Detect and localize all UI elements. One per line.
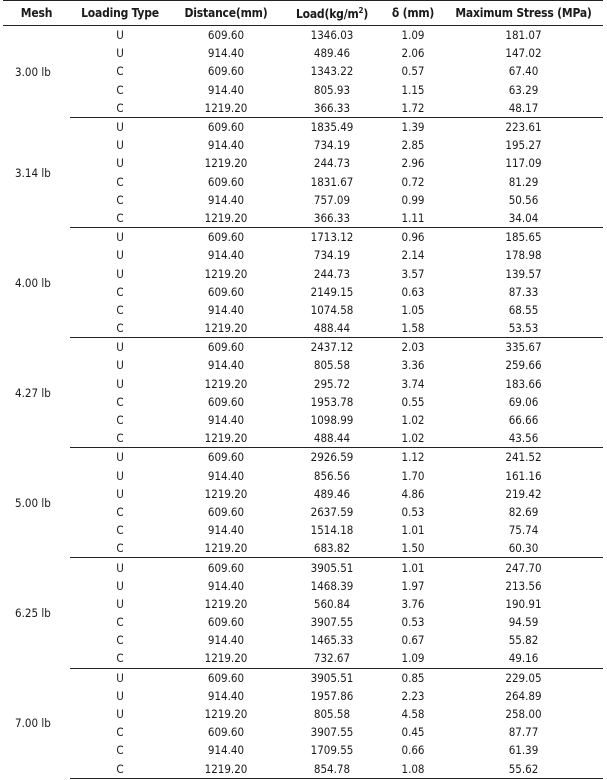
deflection-cell: 1.58 (382, 319, 444, 338)
table-row (3, 741, 603, 759)
max-stress-cell: 264.89 (505, 688, 542, 703)
distance-cell: 914.40 (207, 468, 245, 483)
mesh-cell: 4.27 lb (15, 385, 51, 400)
max-stress-cell: 66.66 (508, 413, 539, 428)
load-cell: 295.72 (313, 376, 351, 391)
max-stress-cell: 34.04 (444, 209, 603, 228)
loading-type-cell: C (116, 615, 124, 630)
load-cell: 1346.03 (310, 28, 354, 43)
loading-type-cell: U (116, 358, 124, 373)
max-stress-cell: 75.74 (508, 523, 539, 538)
max-stress-cell: 190.91 (505, 596, 542, 611)
table-row (3, 429, 603, 448)
distance-cell: 1219.20 (204, 486, 248, 501)
loading-type-cell: C (70, 209, 170, 228)
table-row (3, 705, 603, 723)
table-row (3, 338, 603, 357)
max-stress-cell: 87.33 (508, 284, 539, 299)
loading-type-cell: C (116, 64, 124, 79)
deflection-cell: 0.66 (401, 743, 425, 758)
deflection-cell: 1.09 (401, 28, 425, 43)
max-stress-cell: 213.56 (505, 578, 542, 593)
deflection-cell: 3.36 (401, 358, 425, 373)
loading-type-cell: C (116, 633, 124, 648)
table-row (3, 26, 603, 45)
max-stress-cell: 139.57 (505, 266, 542, 281)
deflection-cell: 1.11 (382, 209, 444, 228)
load-cell: 1835.49 (310, 120, 354, 135)
max-stress-cell: 178.98 (505, 248, 542, 263)
table-row (3, 301, 603, 319)
loading-type-cell: C (70, 99, 170, 118)
deflection-cell: 0.67 (401, 633, 425, 648)
max-stress-cell: 161.16 (505, 468, 542, 483)
table-row (3, 631, 603, 649)
load-cell: 1343.22 (310, 64, 354, 79)
distance-cell: 1219.20 (170, 99, 282, 118)
max-stress-cell: 185.65 (505, 230, 542, 245)
distance-cell: 914.40 (207, 192, 245, 207)
deflection-cell: 1.39 (401, 120, 425, 135)
table-row (3, 467, 603, 485)
load-cell: 3907.55 (310, 615, 354, 630)
distance-cell: 914.40 (207, 358, 245, 373)
loading-type-cell: C (70, 429, 170, 448)
deflection-cell: 0.53 (401, 504, 425, 519)
deflection-cell: 0.55 (401, 394, 425, 409)
distance-cell: 914.40 (207, 688, 245, 703)
load-cell: 489.46 (313, 486, 351, 501)
deflection-cell: 3.57 (401, 266, 425, 281)
distance-cell: 1219.20 (204, 376, 248, 391)
loading-type-cell: C (116, 523, 124, 538)
deflection-cell: 1.72 (382, 99, 444, 118)
distance-cell: 914.40 (207, 523, 245, 538)
loading-type-cell: U (116, 468, 124, 483)
load-cell: 856.56 (313, 468, 351, 483)
distance-cell: 914.40 (207, 46, 245, 61)
max-stress-cell: 223.61 (505, 120, 542, 135)
table-row (3, 558, 603, 577)
max-stress-cell: 68.55 (508, 302, 539, 317)
deflection-cell: 1.09 (382, 649, 444, 668)
loading-type-cell: U (116, 596, 124, 611)
deflection-cell: 0.53 (401, 615, 425, 630)
distance-cell: 609.60 (207, 670, 245, 685)
deflection-cell: 1.12 (401, 450, 425, 465)
load-cell: 560.84 (313, 596, 351, 611)
table-row (3, 136, 603, 154)
distance-cell: 914.40 (207, 138, 245, 153)
table-row (3, 687, 603, 705)
distance-cell: 609.60 (207, 560, 245, 575)
load-cell: 244.73 (313, 266, 351, 281)
distance-cell: 609.60 (207, 504, 245, 519)
max-stress-cell: 147.02 (505, 46, 542, 61)
load-cell: 489.46 (313, 46, 351, 61)
loading-type-cell: U (116, 688, 124, 703)
loading-type-cell: U (116, 340, 124, 355)
load-cell: 805.93 (313, 82, 351, 97)
max-stress-cell: 181.07 (505, 28, 542, 43)
max-stress-cell: 50.56 (508, 192, 539, 207)
loading-type-cell: U (116, 486, 124, 501)
load-cell: 2637.59 (310, 504, 354, 519)
load-cell: 805.58 (313, 358, 351, 373)
table-row (3, 283, 603, 301)
max-stress-cell: 117.09 (505, 156, 542, 171)
load-cell: 2926.59 (310, 450, 354, 465)
loading-type-cell: U (116, 560, 124, 575)
deflection-cell: 1.15 (401, 82, 425, 97)
header-load-end: ) (363, 6, 369, 21)
header-distance: Distance(mm) (170, 1, 282, 26)
loading-type-cell: C (116, 413, 124, 428)
max-stress-cell: 63.29 (508, 82, 539, 97)
deflection-cell: 4.86 (401, 486, 425, 501)
distance-cell: 1219.20 (204, 707, 248, 722)
load-cell: 732.67 (282, 649, 382, 668)
deflection-cell: 1.08 (382, 760, 444, 779)
load-cell: 734.19 (313, 138, 351, 153)
table-row (3, 173, 603, 191)
load-cell: 757.09 (313, 192, 351, 207)
loading-type-cell: U (116, 248, 124, 263)
distance-cell: 609.60 (207, 615, 245, 630)
distance-cell: 609.60 (207, 284, 245, 299)
loading-type-cell: C (116, 192, 124, 207)
table-row (3, 209, 603, 228)
header-max-stress: Maximum Stress (MPa) (444, 1, 603, 26)
distance-cell: 1219.20 (170, 760, 282, 779)
table-row (3, 154, 603, 172)
loading-type-cell: C (116, 394, 124, 409)
load-cell: 366.33 (282, 209, 382, 228)
mesh-cell: 4.00 lb (15, 275, 51, 290)
table-row (3, 411, 603, 429)
max-stress-cell: 67.40 (508, 64, 539, 79)
load-cell: 1098.99 (310, 413, 354, 428)
deflection-cell: 0.57 (401, 64, 425, 79)
loading-type-cell: C (116, 504, 124, 519)
loading-type-cell: C (70, 539, 170, 558)
loading-type-cell: C (70, 319, 170, 338)
loading-type-cell: U (116, 376, 124, 391)
header-load (282, 1, 382, 26)
mesh-cell: 3.00 lb (15, 64, 51, 79)
table-row (3, 62, 603, 80)
distance-cell: 1219.20 (170, 649, 282, 668)
max-stress-cell: 69.06 (508, 394, 539, 409)
deflection-cell: 2.03 (401, 340, 425, 355)
distance-cell: 914.40 (207, 413, 245, 428)
loading-type-cell: U (116, 28, 124, 43)
deflection-cell: 2.06 (401, 46, 425, 61)
table-row (3, 319, 603, 338)
table-row (3, 613, 603, 631)
header-load-main: Load(kg/m (295, 6, 359, 21)
max-stress-cell: 229.05 (505, 670, 542, 685)
table-row (3, 264, 603, 282)
distance-cell: 914.40 (207, 633, 245, 648)
table-row (3, 448, 603, 467)
mesh-cell: 7.00 lb (15, 716, 51, 731)
table-row (3, 117, 603, 136)
max-stress-cell: 48.17 (444, 99, 603, 118)
deflection-cell: 0.96 (401, 230, 425, 245)
load-cell: 683.82 (282, 539, 382, 558)
mesh-cell: 6.25 lb (15, 606, 51, 620)
table-row (3, 99, 603, 118)
loading-type-cell: C (116, 82, 124, 97)
deflection-cell: 3.76 (401, 596, 425, 611)
loading-type-cell: U (116, 156, 124, 171)
table-body (3, 26, 603, 779)
deflection-cell: 1.02 (401, 413, 425, 428)
load-cell: 366.33 (282, 99, 382, 118)
table-row (3, 485, 603, 503)
header-deflection: δ (mm) (382, 1, 444, 26)
results-table (3, 0, 603, 779)
load-cell: 3907.55 (310, 725, 354, 740)
loading-type-cell: U (116, 138, 124, 153)
table-row (3, 246, 603, 264)
loading-type-cell: C (116, 284, 124, 299)
load-cell: 1074.58 (310, 302, 354, 317)
load-cell: 805.58 (313, 707, 351, 722)
table-header (3, 1, 603, 26)
loading-type-cell: U (116, 120, 124, 135)
deflection-cell: 1.50 (382, 539, 444, 558)
distance-cell: 914.40 (207, 248, 245, 263)
max-stress-cell: 87.77 (508, 725, 539, 740)
deflection-cell: 2.85 (401, 138, 425, 153)
table-row (3, 577, 603, 595)
table-row (3, 356, 603, 374)
table-row (3, 393, 603, 411)
loading-type-cell: U (116, 230, 124, 245)
load-cell: 1957.86 (310, 688, 354, 703)
load-cell: 2149.15 (310, 284, 354, 299)
max-stress-cell: 55.62 (444, 760, 603, 779)
loading-type-cell: U (116, 707, 124, 722)
deflection-cell: 0.85 (401, 670, 425, 685)
mesh-cell: 3.14 lb (15, 165, 51, 180)
loading-type-cell: U (116, 670, 124, 685)
distance-cell: 1219.20 (204, 156, 248, 171)
header-loading-type: Loading Type (70, 1, 170, 26)
deflection-cell: 4.58 (401, 707, 425, 722)
distance-cell: 609.60 (207, 174, 245, 189)
deflection-cell: 0.45 (401, 725, 425, 740)
deflection-cell: 1.02 (382, 429, 444, 448)
table-row (3, 228, 603, 247)
deflection-cell: 3.74 (401, 376, 425, 391)
max-stress-cell: 82.69 (508, 504, 539, 519)
distance-cell: 914.40 (207, 82, 245, 97)
distance-cell: 1219.20 (170, 429, 282, 448)
table-row (3, 595, 603, 613)
max-stress-cell: 53.53 (444, 319, 603, 338)
distance-cell: 609.60 (207, 64, 245, 79)
load-cell: 1514.18 (310, 523, 354, 538)
deflection-cell: 0.72 (401, 174, 425, 189)
table-row (3, 375, 603, 393)
loading-type-cell: C (116, 302, 124, 317)
load-cell: 3905.51 (310, 560, 354, 575)
header-row (3, 1, 603, 26)
max-stress-cell: 49.16 (444, 649, 603, 668)
table-row (3, 760, 603, 779)
deflection-cell: 1.97 (401, 578, 425, 593)
load-cell: 1831.67 (310, 174, 354, 189)
loading-type-cell: C (116, 743, 124, 758)
max-stress-cell: 219.42 (505, 486, 542, 501)
load-cell: 1709.55 (310, 743, 354, 758)
load-cell: 3905.51 (310, 670, 354, 685)
load-cell: 1468.39 (310, 578, 354, 593)
table-row (3, 539, 603, 558)
distance-cell: 1219.20 (170, 209, 282, 228)
load-cell: 854.78 (282, 760, 382, 779)
distance-cell: 1219.20 (170, 319, 282, 338)
max-stress-cell: 259.66 (505, 358, 542, 373)
deflection-cell: 2.14 (401, 248, 425, 263)
max-stress-cell: 195.27 (505, 138, 542, 153)
max-stress-cell: 335.67 (505, 340, 542, 355)
distance-cell: 609.60 (207, 340, 245, 355)
distance-cell: 609.60 (207, 450, 245, 465)
deflection-cell: 2.96 (401, 156, 425, 171)
loading-type-cell: U (116, 578, 124, 593)
load-cell: 1465.33 (310, 633, 354, 648)
distance-cell: 609.60 (207, 230, 245, 245)
max-stress-cell: 94.59 (508, 615, 539, 630)
table-row (3, 81, 603, 99)
load-cell: 734.19 (313, 248, 351, 263)
table-row (3, 521, 603, 539)
loading-type-cell: C (70, 760, 170, 779)
distance-cell: 609.60 (207, 394, 245, 409)
distance-cell: 1219.20 (170, 539, 282, 558)
deflection-cell: 0.63 (401, 284, 425, 299)
table-row (3, 668, 603, 687)
loading-type-cell: C (70, 649, 170, 668)
load-cell: 2437.12 (310, 340, 354, 355)
max-stress-cell: 43.56 (444, 429, 603, 448)
distance-cell: 609.60 (207, 28, 245, 43)
max-stress-cell: 60.30 (444, 539, 603, 558)
max-stress-cell: 241.52 (505, 450, 542, 465)
distance-cell: 914.40 (207, 743, 245, 758)
load-cell: 1713.12 (310, 230, 354, 245)
max-stress-cell: 258.00 (505, 707, 542, 722)
deflection-cell: 1.01 (401, 560, 425, 575)
table-row (3, 503, 603, 521)
max-stress-cell: 247.70 (505, 560, 542, 575)
table-row (3, 191, 603, 209)
load-cell: 244.73 (313, 156, 351, 171)
deflection-cell: 1.01 (401, 523, 425, 538)
table-row (3, 649, 603, 668)
loading-type-cell: U (116, 266, 124, 281)
header-load-sup: 2 (358, 5, 364, 15)
deflection-cell: 0.99 (401, 192, 425, 207)
max-stress-cell: 81.29 (508, 174, 539, 189)
mesh-cell: 5.00 lb (15, 495, 51, 510)
load-cell: 488.44 (282, 319, 382, 338)
table-row (3, 723, 603, 741)
loading-type-cell: C (116, 725, 124, 740)
distance-cell: 609.60 (207, 120, 245, 135)
distance-cell: 609.60 (207, 725, 245, 740)
distance-cell: 914.40 (207, 578, 245, 593)
load-cell: 1953.78 (310, 394, 354, 409)
loading-type-cell: C (116, 174, 124, 189)
table-row (3, 44, 603, 62)
max-stress-cell: 61.39 (508, 743, 539, 758)
deflection-cell: 1.70 (401, 468, 425, 483)
distance-cell: 914.40 (207, 302, 245, 317)
loading-type-cell: U (116, 46, 124, 61)
max-stress-cell: 55.82 (508, 633, 539, 648)
load-cell: 488.44 (282, 429, 382, 448)
max-stress-cell: 183.66 (505, 376, 542, 391)
deflection-cell: 1.05 (401, 302, 425, 317)
header-mesh: Mesh (3, 1, 70, 26)
loading-type-cell: U (116, 450, 124, 465)
distance-cell: 1219.20 (204, 596, 248, 611)
distance-cell: 1219.20 (204, 266, 248, 281)
deflection-cell: 2.23 (401, 688, 425, 703)
